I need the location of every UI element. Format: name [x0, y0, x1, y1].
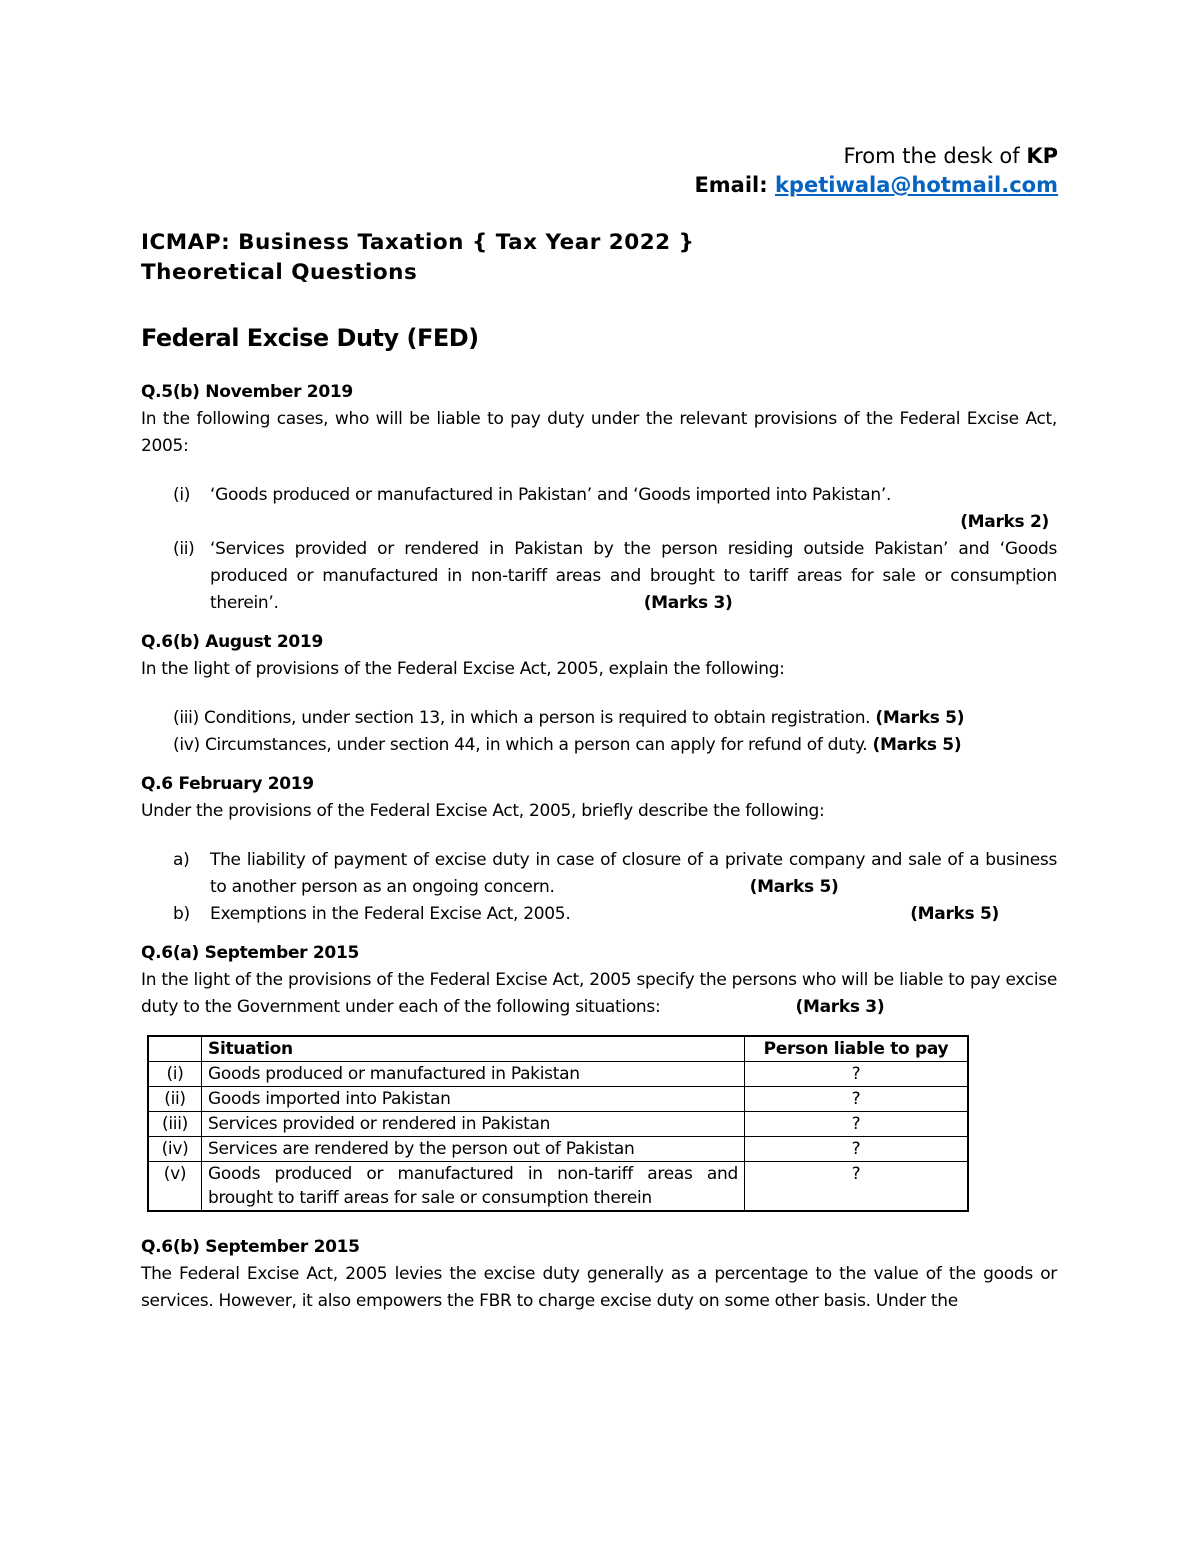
- row-situation: Goods produced or manufactured in non-tariff areas and brought to tariff areas for sale or consumption therein: [202, 1162, 745, 1212]
- item-marks: (Marks 5): [872, 735, 962, 755]
- situations-table: [147, 1035, 969, 1212]
- row-num: (iii): [148, 1112, 202, 1137]
- item-marks: (Marks 5): [875, 708, 965, 728]
- section-title: Federal Excise Duty (FED): [141, 324, 479, 352]
- course-subtitle: Theoretical Questions: [141, 260, 418, 285]
- row-person: ?: [745, 1087, 969, 1112]
- item-text: ‘Goods produced or manufactured in Pakistan’ and ‘Goods imported into Pakistan’.: [210, 485, 892, 505]
- item-label: (ii): [173, 539, 195, 559]
- desk-line: [694, 142, 1058, 171]
- question-block: [141, 629, 1057, 759]
- row-person: ?: [745, 1162, 969, 1212]
- question-items: [141, 847, 1057, 928]
- email-label: Email:: [694, 173, 775, 197]
- table-row: [148, 1112, 968, 1137]
- author-header: [694, 142, 1058, 200]
- table-row: [148, 1087, 968, 1112]
- table-header-person: Person liable to pay: [745, 1036, 969, 1062]
- item-label: a): [173, 850, 190, 870]
- table-row: [148, 1137, 968, 1162]
- table-header-num: [148, 1036, 202, 1062]
- table-row: [148, 1062, 968, 1087]
- item-marks: (Marks 3): [643, 593, 733, 613]
- question-item: [141, 705, 1057, 732]
- item-marks: (Marks 2): [960, 512, 1049, 532]
- row-num: (i): [148, 1062, 202, 1087]
- row-person: ?: [745, 1062, 969, 1087]
- question-heading: Q.6(b) August 2019: [141, 632, 323, 652]
- question-item: [141, 482, 1057, 536]
- question-heading: Q.5(b) November 2019: [141, 382, 353, 402]
- question-item: [141, 847, 1057, 901]
- question-item: [141, 732, 1057, 759]
- item-marks: (Marks 5): [910, 904, 999, 924]
- row-situation: Goods produced or manufactured in Pakistan: [202, 1062, 745, 1087]
- item-text: Circumstances, under section 44, in which a person can apply for refund of duty.: [204, 735, 868, 755]
- question-text: Under the provisions of the Federal Excise Act, 2005, briefly describe the following:: [141, 801, 825, 821]
- question-text: [141, 967, 1057, 1021]
- course-title: ICMAP: Business Taxation { Tax Year 2022 }: [141, 230, 695, 255]
- question-items: [141, 482, 1057, 617]
- item-text: Exemptions in the Federal Excise Act, 2005.: [210, 904, 571, 924]
- question-block: [141, 771, 1057, 928]
- row-situation: Goods imported into Pakistan: [202, 1087, 745, 1112]
- row-person: ?: [745, 1137, 969, 1162]
- item-text: Conditions, under section 13, in which a person is required to obtain registration.: [204, 708, 871, 728]
- item-label: (iii): [173, 708, 199, 728]
- item-label: b): [173, 904, 190, 924]
- course-heading: [141, 228, 694, 288]
- item-marks: (Marks 5): [749, 877, 839, 897]
- table-header-row: [148, 1036, 968, 1062]
- question-text: In the following cases, who will be liable to pay duty under the relevant provisions of the Federal Excise Act, 2005:: [141, 409, 1057, 456]
- item-text: The liability of payment of excise duty in case of closure of a private company and sale of a business to another person as an ongoing concern.: [210, 850, 1057, 897]
- document-body: [141, 318, 1057, 1315]
- row-num: (v): [148, 1162, 202, 1212]
- email-link[interactable]: kpetiwala@hotmail.com: [774, 173, 1058, 197]
- question-block: [141, 940, 1057, 1212]
- question-heading: Q.6(b) September 2015: [141, 1237, 360, 1257]
- table-row: [148, 1162, 968, 1212]
- table-header-situation: Situation: [202, 1036, 745, 1062]
- question-text: In the light of provisions of the Federal Excise Act, 2005, explain the following:: [141, 659, 785, 679]
- item-text: ‘Services provided or rendered in Pakistan by the person residing outside Pakistan’ and ‘Goods produced or manufactured in non-tariff areas and brought to tariff areas for sale or consumption therein’.: [210, 539, 1057, 613]
- question-text-body: In the light of the provisions of the Federal Excise Act, 2005 specify the persons who will be liable to pay excise duty to the Government under each of the following situations:: [141, 970, 1057, 1017]
- question-item: [141, 901, 1057, 928]
- item-label: (i): [173, 485, 191, 505]
- question-heading: Q.6(a) September 2015: [141, 943, 359, 963]
- row-situation: Services are rendered by the person out of Pakistan: [202, 1137, 745, 1162]
- question-text: The Federal Excise Act, 2005 levies the excise duty generally as a percentage to the value of the goods or services. However, it also empowers the FBR to charge excise duty on some other basis. Under the: [141, 1264, 1057, 1311]
- row-num: (iv): [148, 1137, 202, 1162]
- email-line: [694, 171, 1058, 200]
- question-heading: Q.6 February 2019: [141, 774, 314, 794]
- row-situation: Services provided or rendered in Pakistan: [202, 1112, 745, 1137]
- row-person: ?: [745, 1112, 969, 1137]
- question-marks: (Marks 3): [795, 997, 885, 1017]
- question-block: [141, 379, 1057, 617]
- desk-prefix: From the desk of: [843, 144, 1027, 168]
- desk-name: KP: [1026, 144, 1058, 168]
- row-num: (ii): [148, 1087, 202, 1112]
- question-item: [141, 536, 1057, 617]
- item-label: (iv): [173, 735, 200, 755]
- question-items: [141, 705, 1057, 759]
- question-block: [141, 1234, 1057, 1315]
